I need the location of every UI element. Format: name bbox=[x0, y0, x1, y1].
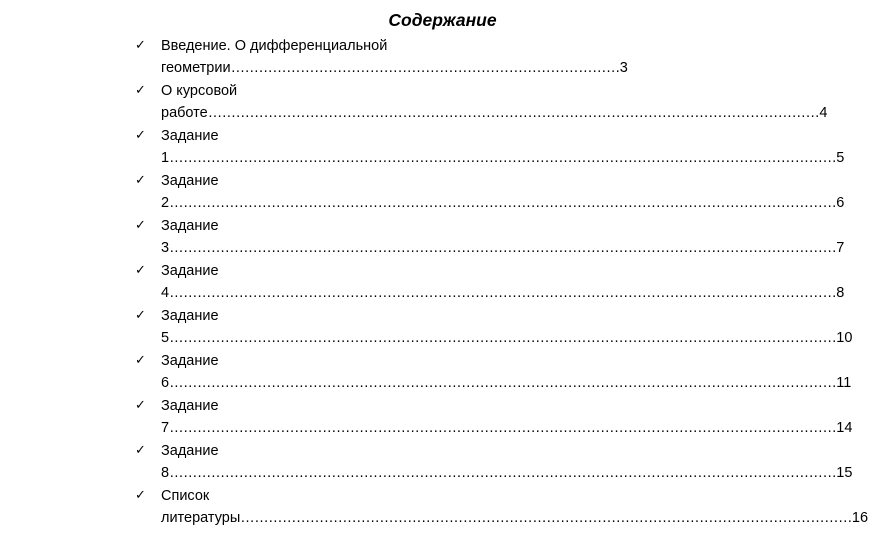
toc-entry-continuation bbox=[161, 58, 628, 78]
toc-entry-title: Задание bbox=[161, 398, 219, 414]
toc-entry-title-cont: 5 bbox=[161, 330, 170, 346]
toc-entry-title: Задание bbox=[161, 173, 219, 189]
toc-entry-task-5 bbox=[0, 306, 853, 351]
toc-entry-title: Задание bbox=[161, 308, 219, 324]
checkmark-icon: ✓ bbox=[135, 263, 146, 278]
toc-entry-title-cont: 8 bbox=[161, 465, 170, 481]
checkmark-icon: ✓ bbox=[135, 488, 146, 503]
checkmark-icon: ✓ bbox=[135, 38, 146, 53]
page-number: 7 bbox=[836, 240, 845, 256]
toc-entry-continuation bbox=[161, 148, 844, 168]
toc-entry-title: Задание bbox=[161, 128, 219, 144]
dot-leader: ……………………………………………………………………………………………………………………………… bbox=[169, 285, 837, 301]
toc-entry-title: Задание bbox=[161, 263, 219, 279]
toc-entry-continuation bbox=[161, 373, 851, 393]
page-number: 6 bbox=[836, 195, 845, 211]
toc-entry-title: Задание bbox=[161, 218, 219, 234]
dot-leader: ……………………………………………………………………………………………………………………………… bbox=[169, 150, 837, 166]
toc-entry-title: Список bbox=[161, 488, 210, 504]
toc-entry-title: О курсовой bbox=[161, 83, 238, 99]
dot-leader: …………………………………………………………………………………………………………………… bbox=[240, 510, 852, 526]
checkmark-icon: ✓ bbox=[135, 308, 146, 323]
toc-entry-title-cont: 6 bbox=[161, 375, 170, 391]
dot-leader: ……………………………………………………………………………………………………………………………… bbox=[169, 375, 837, 391]
toc-entry-continuation bbox=[161, 283, 844, 303]
dot-leader: ……………………………………………………………………………………………………………………………… bbox=[169, 465, 837, 481]
toc-entry-task-8 bbox=[0, 441, 853, 486]
toc-entry-task-1 bbox=[0, 126, 845, 171]
checkmark-icon: ✓ bbox=[135, 398, 146, 413]
toc-entry-continuation bbox=[161, 193, 844, 213]
page-number: 3 bbox=[619, 60, 628, 76]
toc-entry-task-6 bbox=[0, 351, 852, 396]
page-number: 5 bbox=[836, 150, 845, 166]
toc-entry-title-cont: работе bbox=[161, 105, 208, 121]
toc-entry-task-7 bbox=[0, 396, 853, 441]
toc-entry-references bbox=[0, 486, 869, 531]
page-number: 16 bbox=[851, 510, 869, 526]
toc-entry-about-coursework bbox=[0, 81, 828, 126]
toc-entry-continuation bbox=[161, 508, 868, 528]
toc-entry-continuation bbox=[161, 418, 852, 438]
toc-entry-title: Задание bbox=[161, 353, 219, 369]
toc-entry-title-cont: литературы bbox=[161, 510, 241, 526]
page-number: 4 bbox=[819, 105, 828, 121]
checkmark-icon: ✓ bbox=[135, 128, 146, 143]
toc-entry-continuation bbox=[161, 328, 852, 348]
page-number: 11 bbox=[836, 375, 852, 391]
toc-entry-continuation bbox=[161, 463, 852, 483]
dot-leader: ………………………………………………………………………… bbox=[230, 60, 620, 76]
toc-entry-title: Введение. О дифференциальной bbox=[161, 38, 388, 54]
toc-entry-task-3 bbox=[0, 216, 845, 261]
toc-entry-title-cont: геометрии bbox=[161, 60, 231, 76]
toc-entry-title: Задание bbox=[161, 443, 219, 459]
page-number: 15 bbox=[836, 465, 853, 481]
toc-entry-task-4 bbox=[0, 261, 845, 306]
toc-entry-task-2 bbox=[0, 171, 845, 216]
toc-entry-title-cont: 7 bbox=[161, 420, 170, 436]
checkmark-icon: ✓ bbox=[135, 173, 146, 188]
toc-entry-introduction bbox=[0, 36, 823, 81]
dot-leader: ……………………………………………………………………………………………………………………………… bbox=[169, 330, 837, 346]
toc-entry-continuation bbox=[161, 103, 827, 123]
toc-entry-continuation bbox=[161, 238, 844, 258]
toc-entry-title-cont: 1 bbox=[161, 150, 170, 166]
toc-entry-title-cont: 2 bbox=[161, 195, 170, 211]
toc-entry-title-cont: 4 bbox=[161, 285, 170, 301]
dot-leader: ……………………………………………………………………………………………………………………………… bbox=[169, 420, 837, 436]
dot-leader: ……………………………………………………………………………………………………………………………… bbox=[169, 195, 837, 211]
checkmark-icon: ✓ bbox=[135, 353, 146, 368]
dot-leader: ……………………………………………………………………………………………………………………………… bbox=[169, 240, 837, 256]
dot-leader: …………………………………………………………………………………………………………………… bbox=[207, 105, 820, 121]
page-title: Содержание bbox=[388, 10, 497, 30]
checkmark-icon: ✓ bbox=[135, 218, 146, 233]
toc-entry-title-cont: 3 bbox=[161, 240, 170, 256]
checkmark-icon: ✓ bbox=[135, 443, 146, 458]
page-number: 14 bbox=[836, 420, 853, 436]
page-number: 10 bbox=[836, 330, 853, 346]
checkmark-icon: ✓ bbox=[135, 83, 146, 98]
page-number: 8 bbox=[836, 285, 845, 301]
